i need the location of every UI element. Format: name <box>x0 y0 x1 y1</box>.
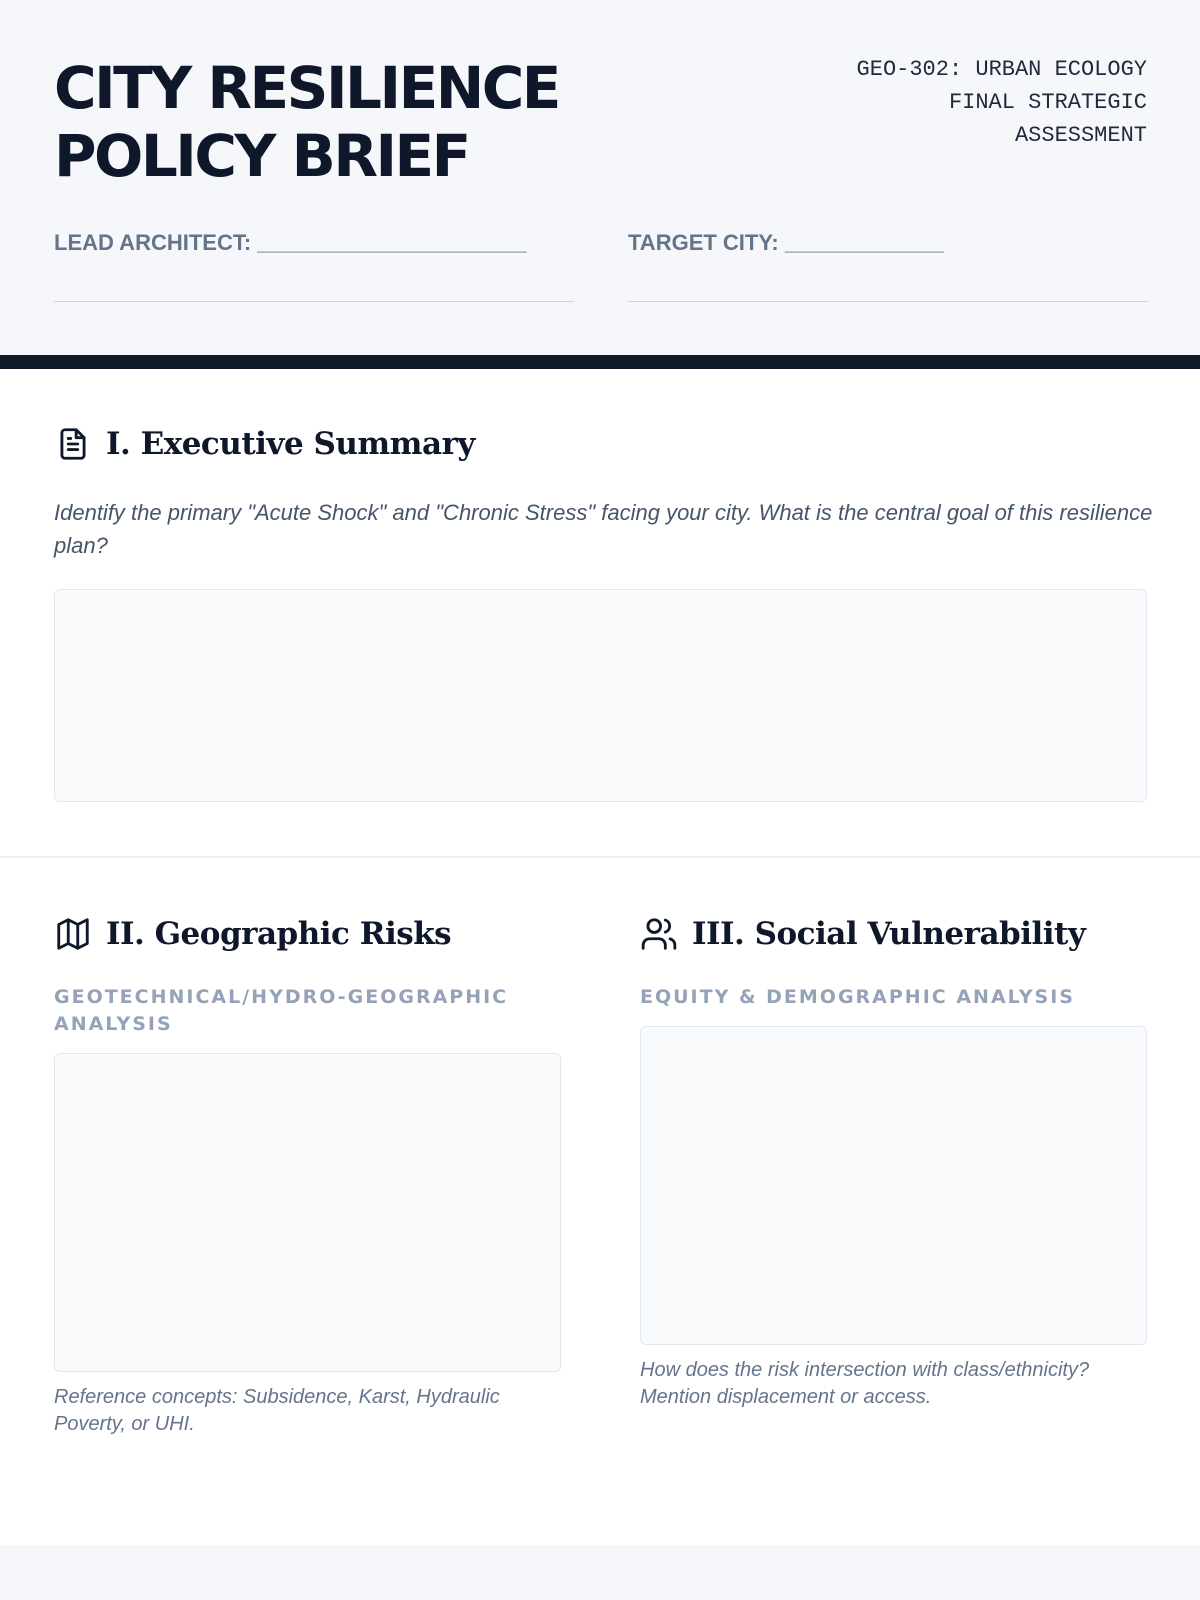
course-line: FINAL STRATEGIC <box>948 90 1147 115</box>
users-icon <box>640 915 678 953</box>
page-title: CITY RESILIENCE POLICY BRIEF <box>54 54 559 190</box>
social-vulnerability-heading <box>640 915 1085 953</box>
executive-summary-answer-box[interactable] <box>54 589 1147 802</box>
section-title: III. Social Vulnerability <box>692 916 1086 952</box>
header-divider <box>0 355 1200 369</box>
executive-summary-prompt: Identify the primary "Acute Shock" and "Chronic Stress" facing your city. What is the central goal of this resilience plan? <box>54 500 1153 558</box>
document-icon <box>54 425 92 463</box>
social-vulnerability-subheading: EQUITY & DEMOGRAPHIC ANALYSIS <box>640 986 1075 1008</box>
geographic-risks-subheading: GEOTECHNICAL/HYDRO-GEOGRAPHIC ANALYSIS <box>54 986 509 1035</box>
course-line: ASSESSMENT <box>1014 123 1147 148</box>
geographic-risks-answer-box[interactable] <box>54 1053 561 1372</box>
section-title: II. Geographic Risks <box>106 916 452 952</box>
course-info <box>787 53 1147 152</box>
lead-architect-field[interactable] <box>54 226 574 302</box>
section-divider <box>0 856 1200 858</box>
footer-band <box>0 1545 1200 1600</box>
social-vulnerability-answer-box[interactable] <box>640 1026 1147 1345</box>
section-title: I. Executive Summary <box>106 426 475 462</box>
course-line: GEO-302: URBAN ECOLOGY <box>856 57 1147 82</box>
social-vulnerability-hint: How does the risk intersection with class/ethnicity? Mention displacement or access. <box>640 1359 1090 1408</box>
brief-header <box>0 0 1200 355</box>
target-city-label: TARGET CITY: _____________ <box>628 230 944 255</box>
geographic-risks-heading <box>54 915 451 953</box>
map-icon <box>54 915 92 953</box>
executive-summary-heading <box>54 425 475 463</box>
lead-architect-label: LEAD ARCHITECT: ______________________ <box>54 230 527 255</box>
target-city-field[interactable] <box>628 226 1148 302</box>
geographic-risks-hint: Reference concepts: Subsidence, Karst, Hydraulic Poverty, or UHI. <box>54 1386 500 1435</box>
